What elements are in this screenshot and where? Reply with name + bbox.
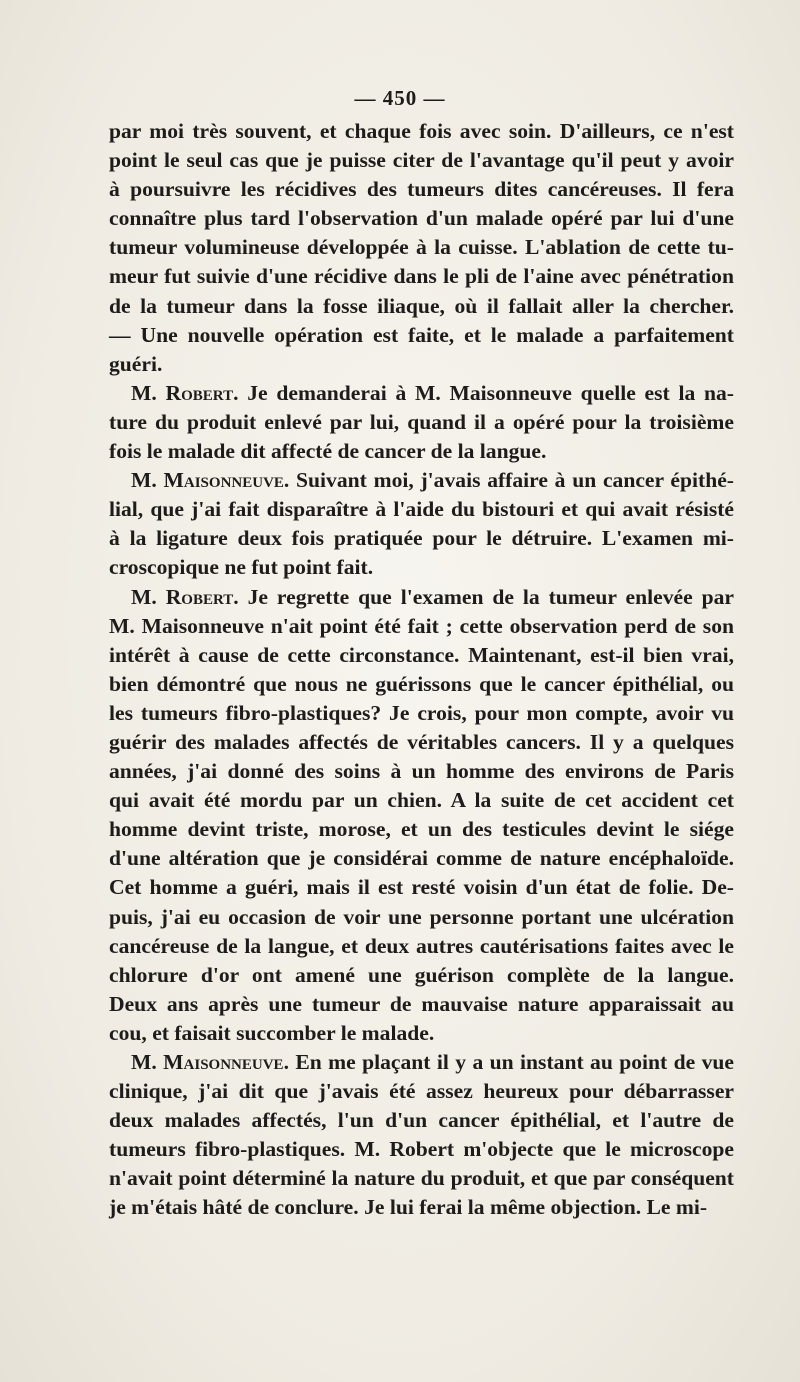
line-text: homme devint triste, morose, et un des testicules devint le siége [109,817,734,842]
line-text: guéri. [109,351,163,376]
line-text: clinique, j'ai dit que j'avais été assez heureux pour débarrasser [109,1079,734,1104]
text-line [109,1048,734,1077]
line-text: de la tumeur dans la fosse iliaque, où il fallait aller la chercher. [109,293,734,318]
text-line [109,204,734,233]
line-text: fois le malade dit affecté de cancer de la langue. [109,439,547,464]
line-text: par moi très souvent, et chaque fois avec soin. D'ailleurs, ce n'est [109,119,734,143]
text-line [109,786,734,815]
line-text: je m'étais hâté de conclure. Je lui ferai la même objection. Le mi- [109,1195,708,1220]
line-text: Deux ans après une tumeur de mauvaise nature apparaissait au [109,991,734,1016]
text-line [109,408,734,437]
line-text: connaître plus tard l'observation d'un malade opéré par lui d'une [109,206,734,231]
text-line [109,146,734,175]
speaker-name: M. Robert. [131,380,239,405]
text-line [109,262,734,291]
line-text: En me plaçant il y a un instant au point de vue [288,1050,734,1074]
text-line [109,553,734,582]
line-text: meur fut suivie d'une récidive dans le pli de l'aine avec pénétration [109,264,734,289]
line-text: Cet homme a guéri, mais il est resté voisin d'un état de folie. De- [109,875,734,900]
text-line [109,495,734,524]
text-line [109,292,734,321]
line-text: tumeur volumineuse développée à la cuisse. L'ablation de cette tu- [109,235,734,260]
line-text: croscopique ne fut point fait. [109,555,374,580]
text-line [109,350,734,379]
line-text: intérêt à cause de cette circonstance. Maintenant, est-il bien vrai, [109,642,734,667]
text-line [109,233,734,262]
text-line [109,321,734,350]
line-text: à poursuivre les récidives des tumeurs dites cancéreuses. Il fera [109,177,734,202]
line-text: M. Maisonneuve n'ait point été fait ; cette observation perd de son [109,613,734,638]
text-line [109,1164,734,1193]
paragraph [109,117,734,379]
text-line [109,117,734,146]
speaker-name: M. Maisonneuve. [131,1050,289,1074]
line-text: cancéreuse de la langue, et deux autres cautérisations faites avec le [109,933,734,958]
line-text: n'avait point déterminé la nature du produit, et que par conséquent [109,1166,734,1191]
line-text: à la ligature deux fois pratiquée pour le détruire. L'examen mi- [109,526,734,551]
paragraph [109,1048,734,1223]
speaker-name: M. Maisonneuve. [131,468,290,493]
text-line [109,961,734,990]
paragraph [109,466,734,582]
text-line [109,583,734,612]
line-text: point le seul cas que je puisse citer de l'avantage qu'il peut y avoir [109,148,734,173]
line-text: Je regrette que l'examen de la tumeur enlevée par [238,584,734,609]
line-text: Je demanderai à M. Maisonneuve quelle est la na- [238,380,734,405]
body-text [109,117,734,1223]
paragraph [109,583,734,1049]
text-line [109,379,734,408]
line-text: bien démontré que nous ne guérissons que le cancer épithélial, ou [109,671,734,696]
line-text: tumeurs fibro-plastiques. M. Robert m'objecte que le microscope [109,1137,734,1162]
text-line [109,903,734,932]
text-line [109,1193,734,1222]
text-line [109,1106,734,1135]
line-text: Suivant moi, j'avais affaire à un cancer épithé- [289,468,734,493]
line-text: ture du produit enlevé par lui, quand il a opéré pour la troisième [109,409,734,434]
page-number: — 450 — [354,86,446,110]
text-line [109,815,734,844]
text-line [109,757,734,786]
line-text: — Une nouvelle opération est faite, et le malade a parfaitement [109,322,734,347]
text-line [109,699,734,728]
text-line [109,1077,734,1106]
text-line [109,990,734,1019]
line-text: lial, que j'ai fait disparaître à l'aide du bistouri et qui avait résisté [109,497,734,522]
text-line [109,670,734,699]
text-line [109,932,734,961]
text-line [109,844,734,873]
text-line [109,437,734,466]
line-text: années, j'ai donné des soins à un homme des environs de Paris [109,759,734,784]
line-text: cou, et faisait succomber le malade. [109,1020,435,1045]
line-text: d'une altération que je considérai comme de nature encéphaloïde. [109,846,734,871]
paragraph [109,379,734,466]
text-line [109,641,734,670]
line-text: qui avait été mordu par un chien. A la suite de cet accident cet [109,788,734,813]
text-line [109,728,734,757]
speaker-name: M. Robert. [131,584,239,609]
text-line [109,873,734,902]
line-text: les tumeurs fibro-plastiques? Je crois, pour mon compte, avoir vu [109,700,734,725]
text-line [109,466,734,495]
text-line [109,1135,734,1164]
text-line [109,175,734,204]
text-line [109,1019,734,1048]
line-text: deux malades affectés, l'un d'un cancer épithélial, et l'autre de [109,1108,734,1133]
line-text: guérir des malades affectés de véritables cancers. Il y a quelques [109,729,734,754]
line-text: chlorure d'or ont amené une guérison complète de la langue. [109,962,734,987]
line-text: puis, j'ai eu occasion de voir une personne portant une ulcération [109,904,734,929]
text-line [109,612,734,641]
text-line [109,524,734,553]
